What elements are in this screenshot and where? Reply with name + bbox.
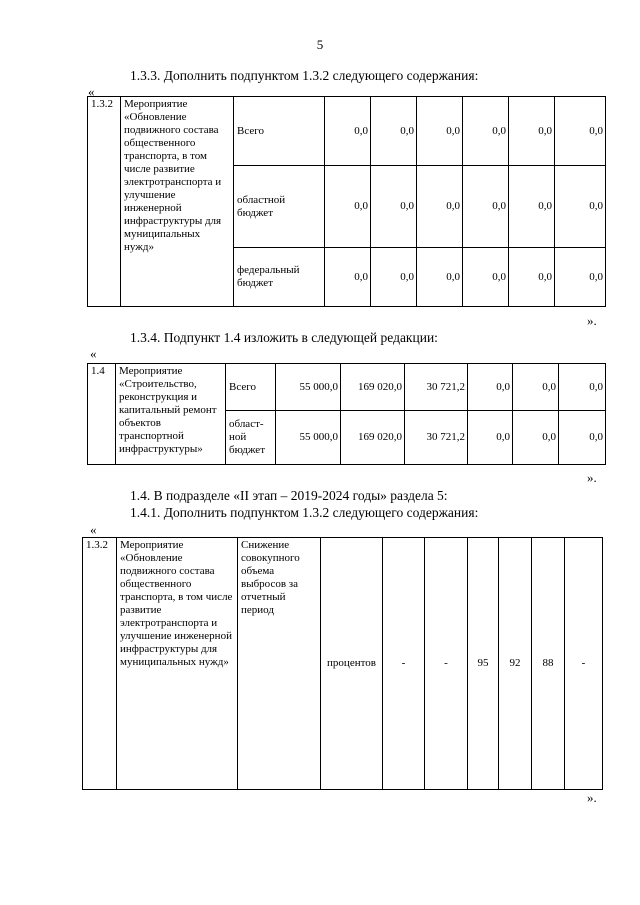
- row-code: 1.3.2: [83, 538, 117, 790]
- row-label: област-ной бюджет: [226, 411, 276, 465]
- close-quote: ».: [587, 790, 597, 805]
- row-code: 1.3.2: [88, 97, 121, 307]
- value-cell: 0,0: [509, 166, 555, 248]
- row-label: Всего: [234, 97, 325, 166]
- value-cell: 0,0: [325, 248, 371, 307]
- value-cell: 30 721,2: [405, 411, 468, 465]
- row-label: Всего: [226, 364, 276, 411]
- value-cell: 30 721,2: [405, 364, 468, 411]
- page-number: 5: [316, 37, 324, 52]
- value-cell: 0,0: [463, 97, 509, 166]
- table-1-3-4: [87, 363, 606, 465]
- value-cell: 0,0: [555, 248, 606, 307]
- measure-name: Мероприятие «Обновление подвижного состава общественного транспорта, в том числе развитие электротранспорта и улучшение инженерной инфраструктуры для муниципальных нужд»: [117, 538, 238, 790]
- open-quote: «: [90, 522, 97, 537]
- value-cell: 0,0: [509, 248, 555, 307]
- value-cell: -: [565, 538, 603, 790]
- value-cell: 95: [468, 538, 499, 790]
- unit-cell: процентов: [321, 538, 383, 790]
- value-cell: 92: [499, 538, 532, 790]
- table-row: [88, 97, 606, 166]
- value-cell: 169 020,0: [341, 364, 405, 411]
- value-cell: 0,0: [555, 166, 606, 248]
- value-cell: 55 000,0: [276, 411, 341, 465]
- close-quote: ».: [587, 470, 597, 485]
- measure-name: Мероприятие «Обновление подвижного состава общественного транспорта, в том числе развитие электротранспорта и улучшение инженерной инфраструктуры для муниципальных нужд»: [121, 97, 234, 307]
- table-1-3-3: [87, 96, 606, 307]
- row-label: федеральный бюджет: [234, 248, 325, 307]
- table-row: [88, 364, 606, 411]
- value-cell: 0,0: [325, 166, 371, 248]
- table-row: [83, 538, 603, 790]
- value-cell: 169 020,0: [341, 411, 405, 465]
- value-cell: 0,0: [559, 411, 606, 465]
- row-label: областной бюджет: [234, 166, 325, 248]
- value-cell: 0,0: [513, 411, 559, 465]
- value-cell: 0,0: [468, 411, 513, 465]
- measure-name: Мероприятие «Строительство, реконструкция и капитальный ремонт объектов транспортной инфраструктуры»: [116, 364, 226, 465]
- heading-1-4: 1.4. В подразделе «II этап – 2019-2024 годы» раздела 5:: [130, 488, 448, 503]
- open-quote: «: [88, 84, 95, 99]
- value-cell: -: [425, 538, 468, 790]
- value-cell: 0,0: [468, 364, 513, 411]
- value-cell: 0,0: [371, 248, 417, 307]
- heading-1-4-1: 1.4.1. Дополнить подпунктом 1.3.2 следующего содержания:: [130, 505, 479, 520]
- heading-1-3-3: 1.3.3. Дополнить подпунктом 1.3.2 следующего содержания:: [130, 68, 479, 83]
- value-cell: 0,0: [417, 248, 463, 307]
- table-1-4-1: [82, 537, 603, 790]
- value-cell: 0,0: [371, 166, 417, 248]
- close-quote: ».: [587, 313, 597, 328]
- value-cell: 0,0: [559, 364, 606, 411]
- heading-1-3-4: 1.3.4. Подпункт 1.4 изложить в следующей редакции:: [130, 330, 438, 345]
- value-cell: 0,0: [417, 166, 463, 248]
- value-cell: 0,0: [417, 97, 463, 166]
- value-cell: 0,0: [555, 97, 606, 166]
- row-code: 1.4: [88, 364, 116, 465]
- value-cell: -: [383, 538, 425, 790]
- value-cell: 55 000,0: [276, 364, 341, 411]
- value-cell: 0,0: [509, 97, 555, 166]
- value-cell: 88: [532, 538, 565, 790]
- open-quote: «: [90, 346, 97, 361]
- value-cell: 0,0: [463, 248, 509, 307]
- value-cell: 0,0: [463, 166, 509, 248]
- value-cell: 0,0: [371, 97, 417, 166]
- value-cell: 0,0: [513, 364, 559, 411]
- indicator-name: Снижение совокупного объема выбросов за отчетный период: [238, 538, 321, 790]
- value-cell: 0,0: [325, 97, 371, 166]
